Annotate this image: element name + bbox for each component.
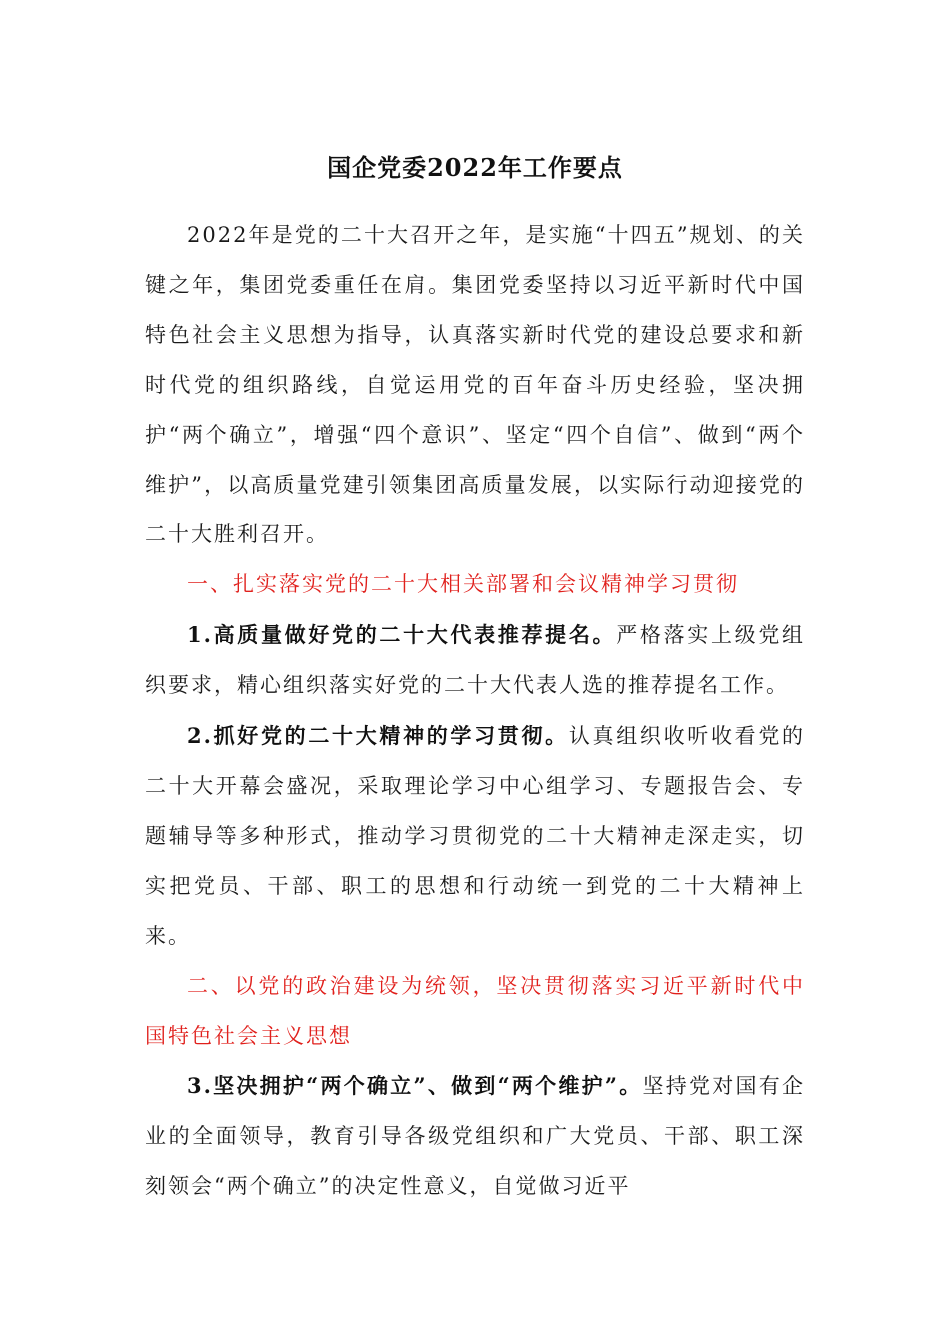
item-paragraph-3 xyxy=(145,1061,805,1212)
item-title-3: 3.坚决拥护“两个确立”、做到“两个维护”。 xyxy=(187,1073,643,1099)
item-body-1: 严格落实上级党组织要求，精心组织落实好党的二十大代表人选的推荐提名工作。 xyxy=(145,623,805,698)
document-body xyxy=(145,211,805,1212)
item-paragraph-2 xyxy=(145,711,805,962)
section-heading-1: 一、扎实落实党的二十大相关部署和会议精神学习贯彻 xyxy=(187,572,739,597)
document-title: 国企党委2022年工作要点 xyxy=(327,153,623,182)
intro-paragraph: 2022年是党的二十大召开之年，是实施“十四五”规划、的关键之年，集团党委重任在肩。集团党委坚持以习近平新时代中国特色社会主义思想为指导，认真落实新时代党的建设总要求和新时代党的组织路线，自觉运用党的百年奋斗历史经验，坚决拥护“两个确立”，增强“四个意识”、坚定“四个自信”、做到“两个维护”，以高质量党建引领集团高质量发展，以实际行动迎接党的二十大胜利召开。 xyxy=(145,223,805,547)
item-title-1: 1.高质量做好党的二十大代表推荐提名。 xyxy=(187,622,617,648)
section-heading-2: 二、以党的政治建设为统领，坚决贯彻落实习近平新时代中国特色社会主义思想 xyxy=(145,973,805,1048)
item-body-3: 坚持党对国有企业的全面领导，教育引导各级党组织和广大党员、干部、职工深刻领会“两个确立”的决定性意义，自觉做习近平 xyxy=(145,1074,805,1199)
item-title-2: 2.抓好党的二十大精神的学习贯彻。 xyxy=(187,723,569,749)
item-paragraph-1 xyxy=(145,610,805,711)
item-body-2: 认真组织收听收看党的二十大开幕会盛况，采取理论学习中心组学习、专题报告会、专题辅导等多种形式，推动学习贯彻党的二十大精神走深走实，切实把党员、干部、职工的思想和行动统一到党的二十大精神上来。 xyxy=(145,724,806,948)
